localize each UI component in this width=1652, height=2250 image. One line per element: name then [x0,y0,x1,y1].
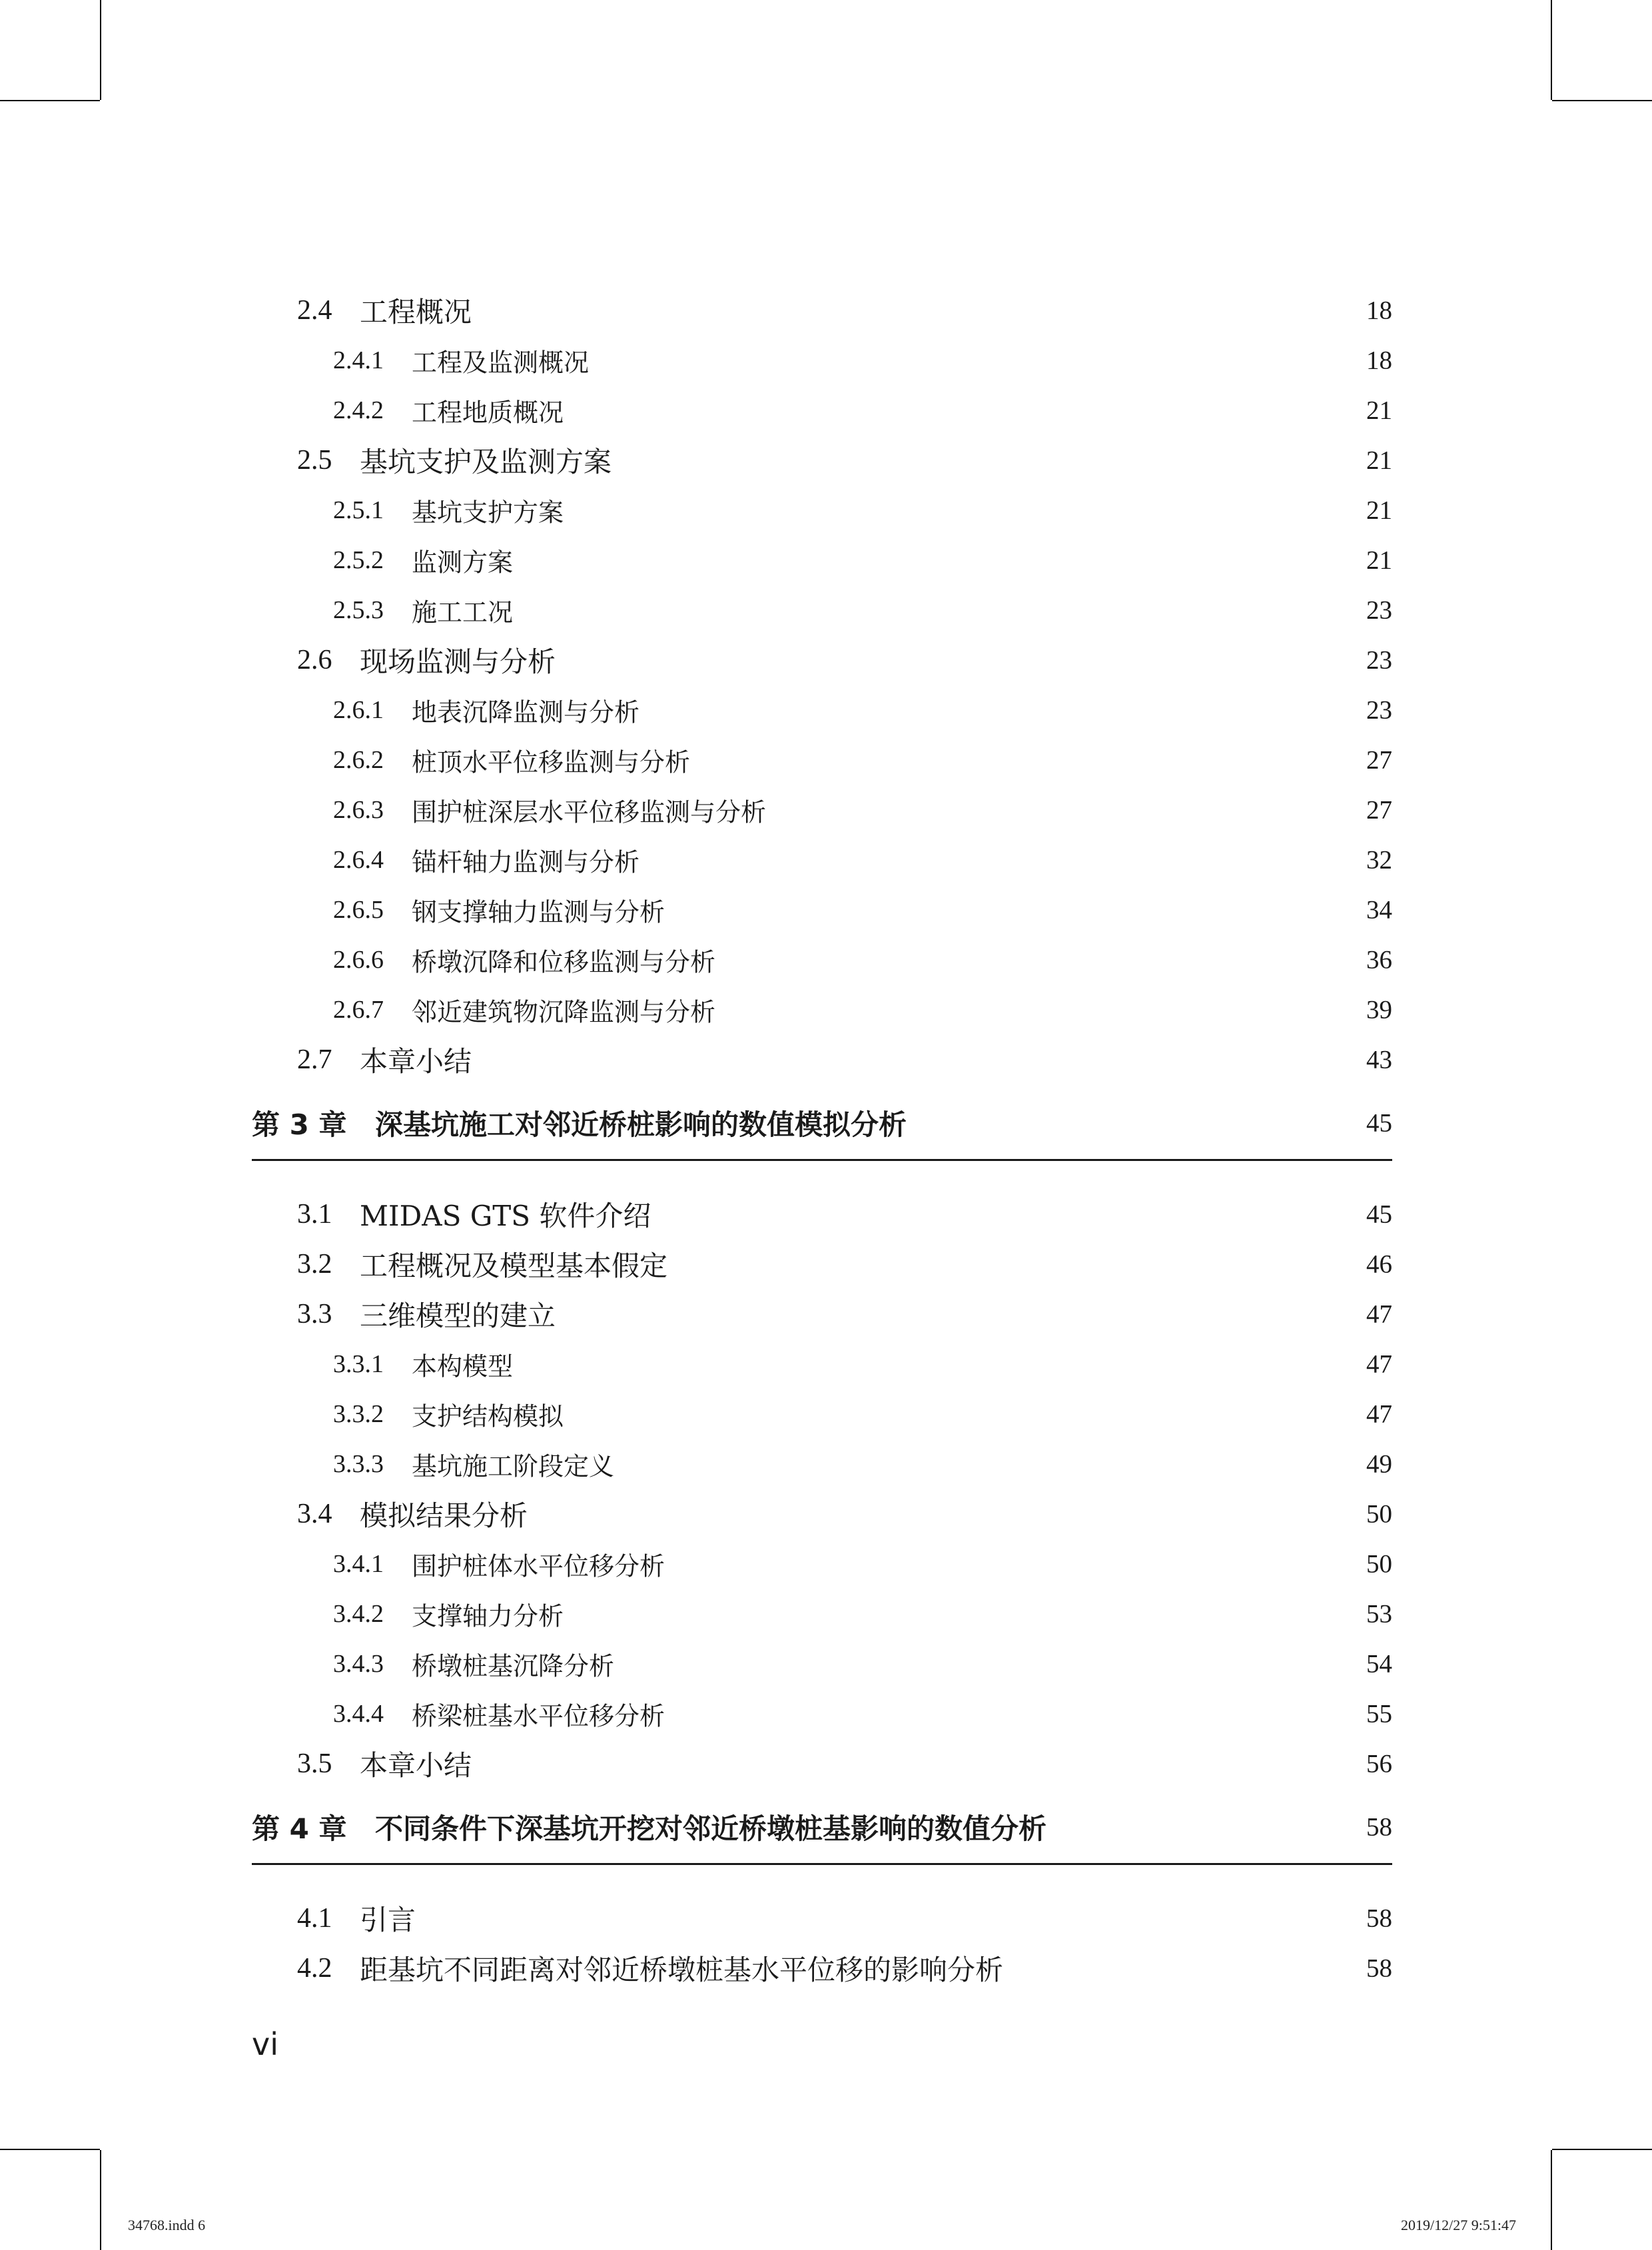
toc-subsection-entry [252,385,1392,435]
crop-mark [1551,0,1552,100]
toc-entry-title: 模拟结果分析 [360,1499,528,1532]
toc-entry-title: 本章小结 [360,1748,472,1782]
toc-subsection-entry [252,1688,1392,1738]
toc-entry-number: 3.5 [297,1748,332,1779]
toc-entry-title: 桥梁桩基水平位移分析 [412,1701,665,1730]
toc-entry-page: 36 [1366,945,1392,974]
toc-entry-number: 2.6.4 [333,845,384,874]
toc-entry-number: 3.3.1 [333,1349,384,1378]
toc-entry-number: 3.3 [297,1298,332,1329]
toc-entry-page: 21 [1366,396,1392,424]
toc-entry-title: 围护桩体水平位移分析 [412,1551,665,1581]
toc-entry-number: 2.4 [297,294,332,326]
toc-subsection-entry [252,1589,1392,1639]
toc-entry-page: 21 [1366,446,1392,474]
crop-mark [100,0,101,100]
toc-entry-number: 第 4 章 [252,1812,347,1845]
toc-entry-page: 50 [1366,1499,1392,1528]
toc-entry-title: 桩顶水平位移监测与分析 [412,747,691,777]
toc-entry-title: 引言 [360,1903,416,1936]
toc-section-entry [252,1893,1392,1943]
toc-entry-title: 支护结构模拟 [412,1401,564,1431]
toc-entry-page: 53 [1366,1599,1392,1628]
toc-entry-number: 3.4 [297,1498,332,1529]
toc-entry-title: 距基坑不同距离对邻近桥墩桩基水平位移的影响分析 [360,1953,1004,1986]
toc-entry-number: 2.6.5 [333,895,384,924]
toc-section-entry [252,1239,1392,1289]
toc-entry-page: 21 [1366,546,1392,574]
toc-entry-page: 23 [1366,645,1392,674]
toc-chapter-entry [252,1084,1392,1161]
crop-mark [1552,2149,1652,2150]
toc-subsection-entry [252,585,1392,635]
slug-file: 34768.indd 6 [128,2217,206,2233]
toc-subsection-entry [252,984,1392,1034]
toc-entry-number: 2.6 [297,644,332,675]
toc-section-entry [252,1738,1392,1788]
toc-entry-page: 47 [1366,1349,1392,1378]
toc-entry-title: 本章小结 [360,1044,472,1078]
toc-entry-title: 三维模型的建立 [360,1299,556,1332]
toc-entry-title: 桥墩桩基沉降分析 [412,1651,615,1681]
toc-entry-title: 锚杆轴力监测与分析 [412,847,640,877]
toc-entry-page: 45 [1366,1200,1392,1228]
toc-entry-number: 3.4.3 [333,1649,384,1678]
toc-entry-title: 监测方案 [412,548,514,577]
page-number-folio: vi [252,2026,279,2062]
crop-mark [0,100,100,101]
toc-entry-number: 2.6.6 [333,945,384,974]
toc-section-entry [252,1943,1392,1993]
toc-entry-title: 钢支撑轴力监测与分析 [412,897,665,927]
toc-subsection-entry [252,1339,1392,1389]
toc-entry-page: 47 [1366,1300,1392,1328]
toc-entry-title: 不同条件下深基坑开挖对邻近桥墩桩基影响的数值分析 [375,1812,1047,1845]
chapter-rule [252,1863,1392,1865]
toc-entry-page: 23 [1366,695,1392,724]
toc-section-entry [252,1034,1392,1084]
toc-entry-number: 2.7 [297,1044,332,1075]
toc-entry-page: 27 [1366,795,1392,824]
toc-entry-title: 现场监测与分析 [360,645,556,678]
toc-entry-page: 46 [1366,1250,1392,1278]
toc-entry-page: 55 [1366,1699,1392,1728]
toc-entry-page: 23 [1366,595,1392,624]
toc-subsection-entry [252,1389,1392,1439]
toc-entry-page: 58 [1366,1812,1392,1841]
toc-subsection-entry [252,335,1392,385]
toc-subsection-entry [252,735,1392,785]
crop-mark [1552,100,1652,101]
toc-entry-page: 21 [1366,496,1392,524]
toc-entry-number: 2.5.2 [333,546,384,574]
toc-entry-title: 支撑轴力分析 [412,1601,564,1631]
toc-entry-title: 桥墩沉降和位移监测与分析 [412,947,716,976]
toc-subsection-entry [252,485,1392,535]
toc-section-entry [252,1289,1392,1339]
toc-entry-page: 18 [1366,296,1392,324]
crop-mark [0,2149,100,2150]
toc-entry-page: 45 [1366,1108,1392,1137]
toc-subsection-entry [252,535,1392,585]
crop-mark [100,2150,101,2250]
toc-entry-title: 地表沉降监测与分析 [412,697,640,727]
toc-entry-title: 基坑施工阶段定义 [412,1451,615,1481]
toc-entry-page: 39 [1366,995,1392,1024]
toc-entry-title: 深基坑施工对邻近桥桩影响的数值模拟分析 [375,1108,907,1141]
toc-entry-page: 54 [1366,1649,1392,1678]
toc-chapter-entry [252,1788,1392,1865]
toc-entry-number: 2.5.3 [333,595,384,624]
toc-subsection-entry [252,935,1392,984]
toc-subsection-entry [252,785,1392,835]
toc-entry-page: 32 [1366,845,1392,874]
toc-entry-number: 3.2 [297,1248,332,1280]
toc-entry-number: 第 3 章 [252,1108,347,1141]
toc-entry-number: 3.3.3 [333,1449,384,1478]
toc-entry-title: 围护桩深层水平位移监测与分析 [412,797,767,827]
toc-entry-title: 工程概况 [360,295,472,328]
toc-section-entry [252,1189,1392,1239]
toc-entry-number: 2.4.1 [333,346,384,374]
toc-entry-title: 基坑支护及监测方案 [360,445,612,478]
toc-entry-page: 49 [1366,1449,1392,1478]
toc-entry-page: 50 [1366,1549,1392,1578]
slug-datetime: 2019/12/27 9:51:47 [1401,2217,1516,2233]
toc-subsection-entry [252,1439,1392,1489]
toc-entry-number: 2.6.7 [333,995,384,1024]
toc-entry-title: 工程及监测概况 [412,348,590,377]
toc-entry-page: 58 [1366,1904,1392,1932]
toc-entry-title: MIDAS GTS 软件介绍 [360,1199,651,1232]
toc-entry-page: 18 [1366,346,1392,374]
toc-entry-number: 3.4.4 [333,1699,384,1728]
table-of-contents [252,285,1392,1993]
toc-entry-page: 34 [1366,895,1392,924]
toc-entry-number: 4.2 [297,1952,332,1984]
crop-mark [1551,2150,1552,2250]
toc-entry-number: 2.6.3 [333,795,384,824]
toc-entry-title: 邻近建筑物沉降监测与分析 [412,997,716,1026]
toc-entry-number: 3.3.2 [333,1399,384,1428]
toc-entry-page: 56 [1366,1749,1392,1778]
toc-subsection-entry [252,685,1392,735]
toc-entry-number: 3.1 [297,1198,332,1230]
toc-entry-page: 47 [1366,1399,1392,1428]
toc-entry-number: 2.6.2 [333,745,384,774]
toc-entry-number: 2.5.1 [333,496,384,524]
toc-entry-title: 本构模型 [412,1351,514,1381]
toc-section-entry [252,285,1392,335]
toc-entry-number: 3.4.1 [333,1549,384,1578]
toc-section-entry [252,435,1392,485]
toc-entry-number: 2.6.1 [333,695,384,724]
toc-entry-title: 基坑支护方案 [412,498,564,527]
toc-section-entry [252,635,1392,685]
toc-entry-number: 4.1 [297,1902,332,1934]
toc-subsection-entry [252,835,1392,885]
toc-section-entry [252,1489,1392,1539]
chapter-rule [252,1159,1392,1161]
toc-entry-page: 58 [1366,1954,1392,1982]
toc-entry-number: 2.4.2 [333,396,384,424]
toc-entry-page: 27 [1366,745,1392,774]
toc-subsection-entry [252,1639,1392,1688]
toc-subsection-entry [252,1539,1392,1589]
toc-entry-number: 3.4.2 [333,1599,384,1628]
toc-entry-page: 43 [1366,1045,1392,1074]
toc-entry-title: 施工工况 [412,597,514,627]
toc-subsection-entry [252,885,1392,935]
toc-entry-title: 工程地质概况 [412,398,564,427]
toc-entry-title: 工程概况及模型基本假定 [360,1249,668,1282]
toc-entry-number: 2.5 [297,444,332,476]
